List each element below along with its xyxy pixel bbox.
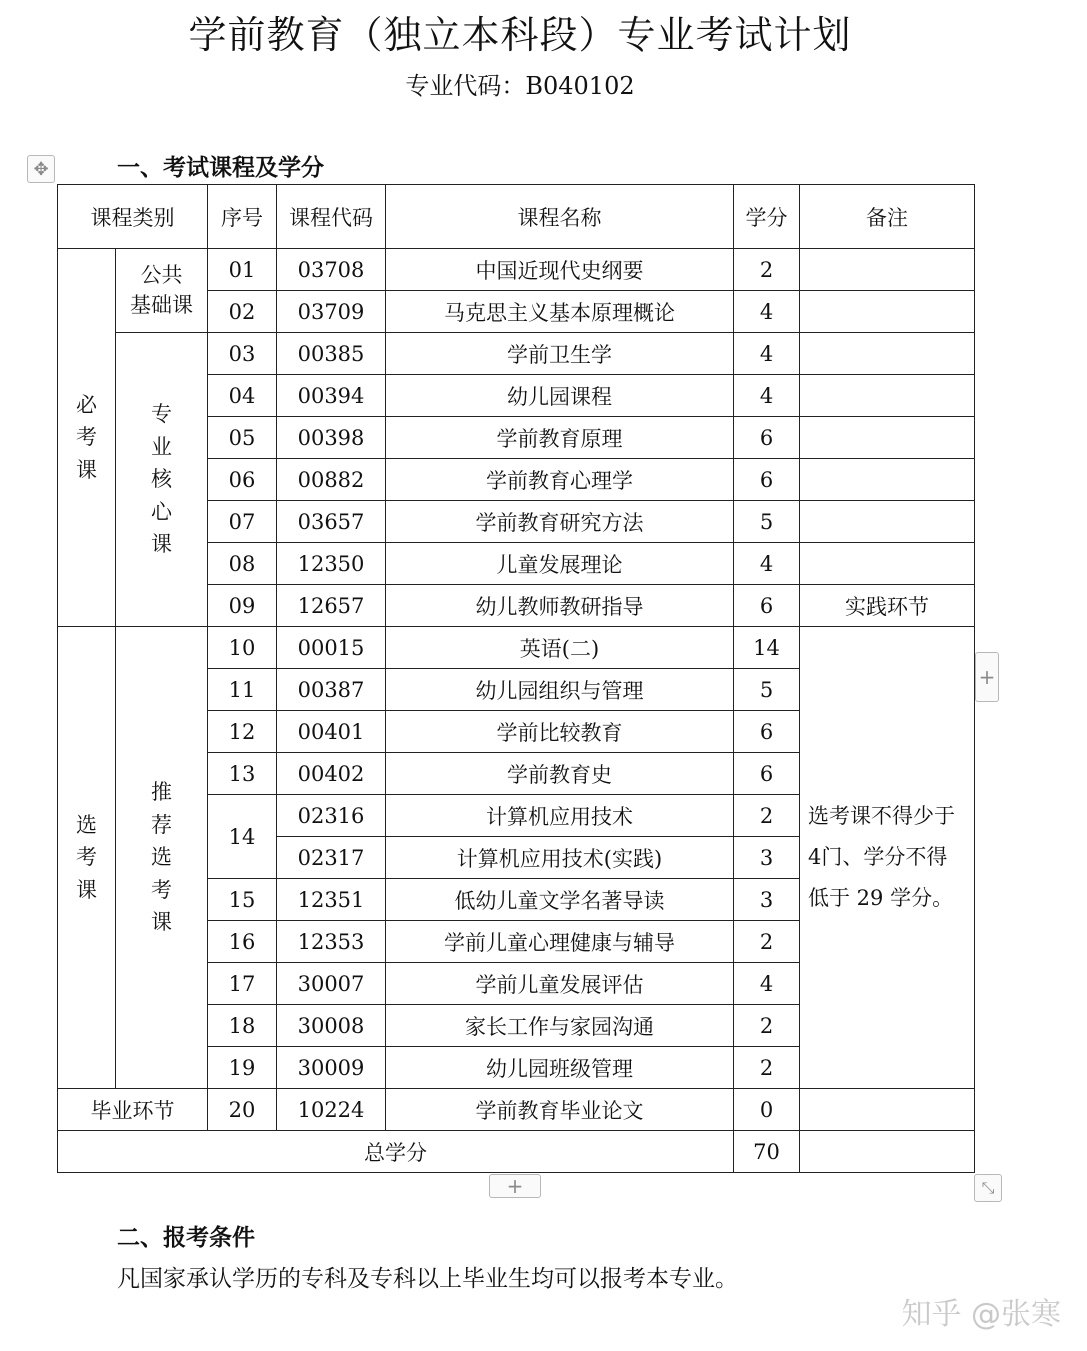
cell-credits: 2: [734, 249, 800, 291]
cell-seq: 07: [208, 501, 277, 543]
cell-seq: 09: [208, 585, 277, 627]
section-heading-requirements: 二、报考条件: [117, 1225, 255, 1251]
cell-seq: 03: [208, 333, 277, 375]
section-heading-courses: 一、考试课程及学分: [117, 155, 324, 181]
cell-code: 10224: [277, 1089, 386, 1131]
cell-name: 学前教育毕业论文: [386, 1089, 734, 1131]
cell-credits: 2: [734, 1005, 800, 1047]
cell-credits: 6: [734, 711, 800, 753]
cell-remark: [800, 249, 975, 291]
cell-seq: 18: [208, 1005, 277, 1047]
move-icon: ✥: [33, 158, 49, 180]
cell-name: 学前教育史: [386, 753, 734, 795]
add-row-button[interactable]: [489, 1174, 541, 1198]
cell-name: 幼儿教师教研指导: [386, 585, 734, 627]
document-title: 学前教育（独立本科段）专业考试计划: [188, 13, 852, 57]
cell-credits: 4: [734, 291, 800, 333]
cell-credits: 5: [734, 501, 800, 543]
cell-remark: [800, 1131, 975, 1173]
plus-icon: +: [978, 665, 996, 689]
cell-credits: 2: [734, 795, 800, 837]
cell-name: 幼儿园组织与管理: [386, 669, 734, 711]
cell-name: 儿童发展理论: [386, 543, 734, 585]
cell-name: 计算机应用技术: [386, 795, 734, 837]
cell-name: 学前教育原理: [386, 417, 734, 459]
table-row: [58, 1089, 975, 1131]
exam-plan-table: [57, 184, 975, 1173]
cell-code: 03709: [277, 291, 386, 333]
cell-name: 幼儿园班级管理: [386, 1047, 734, 1089]
cell-name: 学前儿童心理健康与辅导: [386, 921, 734, 963]
cell-name: 学前教育心理学: [386, 459, 734, 501]
cell-seq: 02: [208, 291, 277, 333]
resize-icon: ⤡: [981, 1178, 995, 1197]
cell-seq: 15: [208, 879, 277, 921]
requirements-text: 凡国家承认学历的专科及专科以上毕业生均可以报考本专业。: [117, 1266, 738, 1292]
cell-code: 00402: [277, 753, 386, 795]
header-seq: 序号: [208, 185, 277, 249]
table-move-handle[interactable]: [27, 155, 55, 183]
cell-remark: [800, 501, 975, 543]
cell-code: 00387: [277, 669, 386, 711]
total-credits: 70: [734, 1131, 800, 1173]
cell-seq: 17: [208, 963, 277, 1005]
cell-seq: 04: [208, 375, 277, 417]
header-code: 课程代码: [277, 185, 386, 249]
cell-credits: 6: [734, 585, 800, 627]
cell-credits: 6: [734, 417, 800, 459]
add-column-button[interactable]: [975, 652, 999, 702]
cell-remark: [800, 333, 975, 375]
header-name: 课程名称: [386, 185, 734, 249]
cell-seq: 16: [208, 921, 277, 963]
cell-code: 03657: [277, 501, 386, 543]
cell-seq: 08: [208, 543, 277, 585]
cell-name: 学前教育研究方法: [386, 501, 734, 543]
cell-seq: 10: [208, 627, 277, 669]
cell-code: 02317: [277, 837, 386, 879]
header-category: 课程类别: [58, 185, 208, 249]
table-header-row: [58, 185, 975, 249]
cell-credits: 6: [734, 753, 800, 795]
cell-code: 12657: [277, 585, 386, 627]
cell-seq: 11: [208, 669, 277, 711]
group-graduation: 毕业环节: [58, 1089, 208, 1131]
cell-code: 00015: [277, 627, 386, 669]
cell-seq: 19: [208, 1047, 277, 1089]
cell-code: 12353: [277, 921, 386, 963]
elective-note: 选考课不得少于 4门、学分不得 低于 29 学分。: [800, 627, 975, 1089]
cell-name: 计算机应用技术(实践): [386, 837, 734, 879]
total-row: [58, 1131, 975, 1173]
cell-credits: 3: [734, 837, 800, 879]
cell-remark: 实践环节: [800, 585, 975, 627]
total-label: 总学分: [58, 1131, 734, 1173]
cell-code: 00398: [277, 417, 386, 459]
cell-code: 00394: [277, 375, 386, 417]
cell-name: 家长工作与家园沟通: [386, 1005, 734, 1047]
cell-code: 02316: [277, 795, 386, 837]
cell-credits: 4: [734, 543, 800, 585]
cell-seq: 05: [208, 417, 277, 459]
cell-remark: [800, 291, 975, 333]
cell-remark: [800, 417, 975, 459]
cell-code: 00882: [277, 459, 386, 501]
table-resize-handle[interactable]: [974, 1174, 1002, 1202]
cell-seq: 12: [208, 711, 277, 753]
cell-code: 30009: [277, 1047, 386, 1089]
table-row: [58, 627, 975, 669]
major-code: 专业代码：B040102: [405, 72, 635, 100]
cell-credits: 14: [734, 627, 800, 669]
cell-seq: 06: [208, 459, 277, 501]
cell-name: 学前儿童发展评估: [386, 963, 734, 1005]
cell-remark: [800, 375, 975, 417]
cell-credits: 2: [734, 1047, 800, 1089]
group-core: 专 业 核 心 课: [116, 333, 208, 627]
group-recommended: 推 荐 选 考 课: [116, 627, 208, 1089]
group-elective: 选 考 课: [58, 627, 116, 1089]
cell-name: 学前卫生学: [386, 333, 734, 375]
cell-seq: 13: [208, 753, 277, 795]
group-public-basic: 公共 基础课: [116, 249, 208, 333]
cell-code: 00401: [277, 711, 386, 753]
cell-credits: 5: [734, 669, 800, 711]
group-required: 必 考 课: [58, 249, 116, 627]
cell-credits: 2: [734, 921, 800, 963]
cell-credits: 4: [734, 375, 800, 417]
cell-remark: [800, 543, 975, 585]
cell-name: 幼儿园课程: [386, 375, 734, 417]
cell-name: 低幼儿童文学名著导读: [386, 879, 734, 921]
cell-credits: 0: [734, 1089, 800, 1131]
table-row: [58, 249, 975, 291]
cell-code: 30007: [277, 963, 386, 1005]
cell-code: 03708: [277, 249, 386, 291]
cell-code: 00385: [277, 333, 386, 375]
cell-name: 学前比较教育: [386, 711, 734, 753]
header-remark: 备注: [800, 185, 975, 249]
cell-credits: 4: [734, 333, 800, 375]
header-credits: 学分: [734, 185, 800, 249]
cell-remark: [800, 459, 975, 501]
cell-name: 中国近现代史纲要: [386, 249, 734, 291]
plus-icon: +: [506, 1174, 524, 1198]
cell-credits: 3: [734, 879, 800, 921]
table-row: [58, 333, 975, 375]
cell-seq: 14: [208, 795, 277, 879]
cell-remark: [800, 1089, 975, 1131]
cell-code: 30008: [277, 1005, 386, 1047]
cell-code: 12351: [277, 879, 386, 921]
cell-code: 12350: [277, 543, 386, 585]
cell-credits: 6: [734, 459, 800, 501]
cell-name: 马克思主义基本原理概论: [386, 291, 734, 333]
cell-seq: 20: [208, 1089, 277, 1131]
cell-credits: 4: [734, 963, 800, 1005]
cell-name: 英语(二): [386, 627, 734, 669]
cell-seq: 01: [208, 249, 277, 291]
watermark: 知乎 @张寒: [901, 1297, 1061, 1332]
